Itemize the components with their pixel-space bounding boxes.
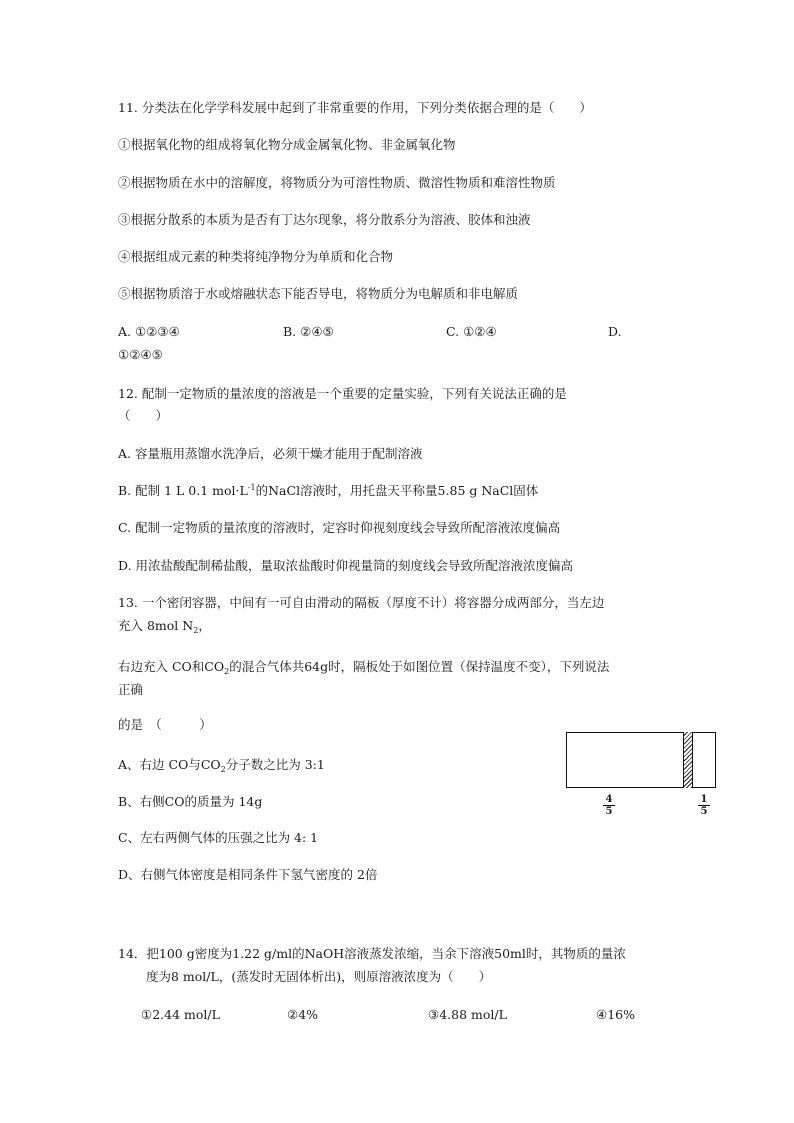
q11-item-4: ④根据组成元素的种类将纯净物分为单质和化合物 [118, 249, 394, 264]
q11-option-c: C. ①②④ [446, 324, 497, 339]
q13-option-a-pre: A、右边 CO与CO [118, 757, 221, 772]
q14-stem-line1: 14．把100 g密度为1.22 g/ml的NaOH溶液蒸发浓缩，当余下溶液50ml时，其物质的量浓 [118, 946, 626, 961]
q13-stem-line1: 13. 一个密闭容器，中间有一可自由滑动的隔板（厚度不计）将容器分成两部分，当左边 [118, 595, 605, 610]
q12-option-a: A. 容量瓶用蒸馏水洗净后，必须干燥才能用于配制溶液 [118, 446, 423, 461]
right-fraction [698, 794, 710, 817]
q13-option-a-post: 分子数之比为 3:1 [225, 757, 325, 772]
q13-line2-pre: 充入 8mol N [118, 618, 194, 633]
q13-stem-line2 [118, 617, 211, 635]
q11-option-d-label: D. [608, 324, 622, 339]
left-fraction-numerator: 4 [603, 794, 615, 806]
q12-option-b-pre: B. 配制 1 L 0.1 mol·L [118, 483, 248, 498]
q14-option-2: ②4% [287, 1007, 319, 1022]
container-box [566, 732, 716, 788]
q13-stem-line5: 的是 （ ） [118, 717, 212, 732]
q11-option-d-text: ①②④⑤ [118, 347, 163, 362]
q14-option-1: ①2.44 mol/L [141, 1007, 220, 1022]
q11-item-5: ⑤根据物质溶于水或熔融状态下能否导电，将物质分为电解质和非电解质 [118, 286, 519, 301]
right-fraction-denominator: 5 [700, 806, 708, 817]
left-fraction-denominator: 5 [605, 806, 613, 817]
q11-stem: 11. 分类法在化学学科发展中起到了非常重要的作用，下列分类依据合理的是（ ） [118, 100, 592, 115]
q13-option-c: C、左右两侧气体的压强之比为 4: 1 [118, 830, 319, 845]
sliding-partition [683, 732, 693, 788]
left-fraction [603, 794, 615, 817]
q13-option-d: D、右侧气体密度是相同条件下氢气密度的 2倍 [118, 867, 378, 882]
q13-stem-line3 [118, 658, 609, 676]
q14-option-4: ④16% [596, 1007, 635, 1022]
q13-line3-post: 的混合气体共64g时，隔板处于如图位置（保持温度不变），下列说法 [229, 659, 610, 674]
q12-stem: 12. 配制一定物质的量浓度的溶液是一个重要的定量实验，下列有关说法正确的是 [118, 386, 567, 401]
q13-line3-pre: 右边充入 CO和CO [118, 659, 225, 674]
q13-stem-line4: 正确 [118, 682, 144, 697]
right-fraction-numerator: 1 [698, 794, 710, 806]
q11-option-b: B. ②④⑤ [283, 324, 334, 339]
q13-line2-post: ， [198, 618, 211, 633]
q13-option-b: B、右侧CO的质量为 14g [118, 794, 263, 809]
q13-option-a [118, 756, 325, 774]
q11-item-2: ②根据物质在水中的溶解度，将物质分为可溶性物质、微溶性物质和难溶性物质 [118, 175, 556, 190]
q13-line2-sub: 2 [193, 626, 199, 635]
q14-stem-line2: 度为8 mol/L，(蒸发时无固体析出)，则原溶液浓度为（ ） [146, 969, 492, 984]
q12-option-b-sup: -1 [247, 483, 256, 492]
q11-option-a: A. ①②③④ [118, 324, 180, 339]
q12-stem-blank: （ ） [118, 408, 169, 423]
q11-item-3: ③根据分散系的本质为是否有丁达尔现象，将分散系分为溶液、胶体和浊液 [118, 212, 531, 227]
q12-option-c: C. 配制一定物质的量浓度的溶液时，定容时仰视刻度线会导致所配溶液浓度偏高 [118, 520, 561, 535]
q14-option-3: ③4.88 mol/L [428, 1007, 507, 1022]
q11-item-1: ①根据氧化物的组成将氧化物分成金属氧化物、非金属氧化物 [118, 137, 456, 152]
q13-line3-sub: 2 [224, 667, 230, 676]
q12-option-b [118, 482, 538, 500]
q13-option-a-sub: 2 [220, 765, 226, 774]
q12-option-b-post: 的NaCl溶液时，用托盘天平称量5.85 g NaCl固体 [255, 483, 539, 498]
q12-option-d: D. 用浓盐酸配制稀盐酸，量取浓盐酸时仰视量筒的刻度线会导致所配溶液浓度偏高 [118, 558, 574, 573]
